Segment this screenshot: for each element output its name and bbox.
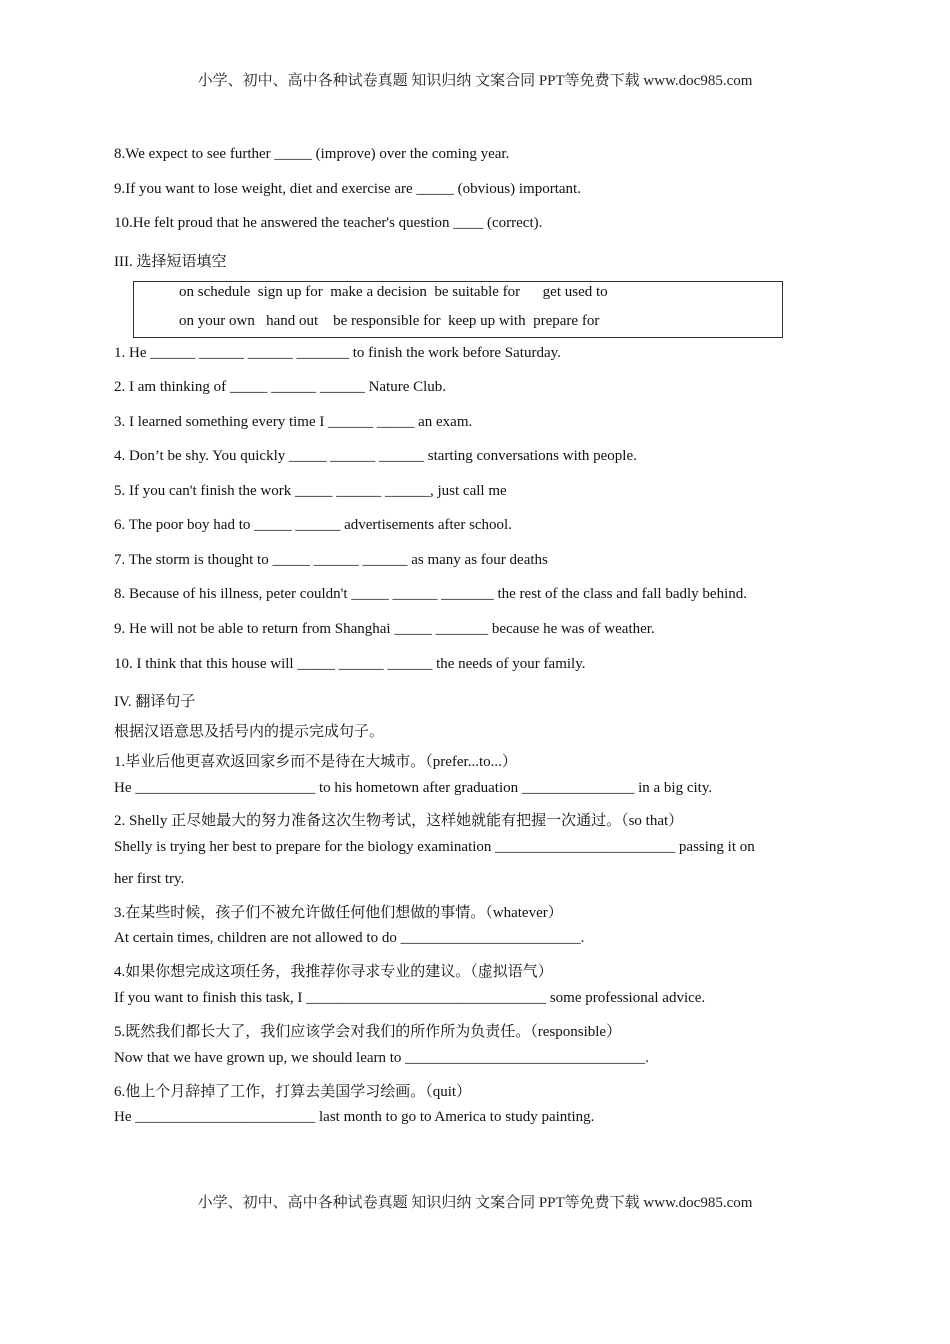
phrase-item-3: 3. I learned something every time I ______ _____ an exam. [114, 414, 473, 430]
page-footer: 小学、初中、高中各种试卷真题 知识归纳 文案合同 PPT等免费下载 www.doc985.com [197, 1195, 753, 1211]
phrase-item-1: 1. He ______ ______ ______ _______ to finish the work before Saturday. [114, 345, 561, 361]
translation-5-answer: Now that we have grown up, we should learn to ________________________________. [114, 1050, 649, 1066]
phrase-box [133, 281, 783, 338]
phrase-item-6: 6. The poor boy had to _____ ______ advertisements after school. [114, 517, 512, 533]
phrase-item-4: 4. Don’t be shy. You quickly _____ ______ ______ starting conversations with people. [114, 448, 637, 464]
translation-3-answer: At certain times, children are not allowed to do ________________________. [114, 930, 585, 946]
section-4-title: IV. 翻译句子 [114, 694, 196, 710]
phrase-item-5: 5. If you can't finish the work _____ ______ ______, just call me [114, 483, 507, 499]
question-8: 8.We expect to see further _____ (improve) over the coming year. [114, 146, 510, 162]
translation-2-prompt: 2. Shelly 正尽她最大的努力准备这次生物考试，这样她就能有把握一次通过。（so that） [114, 813, 684, 829]
phrase-item-9: 9. He will not be able to return from Shanghai _____ _______ because he was of weather. [114, 621, 655, 637]
question-9: 9.If you want to lose weight, diet and exercise are _____ (obvious) important. [114, 181, 581, 197]
phrase-row-2: on your own hand out be responsible for keep up with prepare for [179, 313, 600, 329]
phrase-row-1: on schedule sign up for make a decision be suitable for get used to [179, 284, 608, 300]
translation-5-prompt: 5.既然我们都长大了，我们应该学会对我们的所作所为负责任。（responsible） [114, 1024, 622, 1040]
translation-6-prompt: 6.他上个月辞掉了工作，打算去美国学习绘画。（quit） [114, 1084, 472, 1100]
section-4-instruction: 根据汉语意思及括号内的提示完成句子。 [114, 724, 385, 740]
question-10: 10.He felt proud that he answered the teacher's question ____ (correct). [114, 215, 543, 231]
phrase-item-10: 10. I think that this house will _____ ______ ______ the needs of your family. [114, 656, 586, 672]
translation-4-prompt: 4.如果你想完成这项任务，我推荐你寻求专业的建议。（虚拟语气） [114, 964, 553, 980]
phrase-item-2: 2. I am thinking of _____ ______ ______ Nature Club. [114, 379, 447, 395]
translation-1-prompt: 1.毕业后他更喜欢返回家乡而不是待在大城市。（prefer...to...） [114, 754, 517, 770]
translation-2-answer: Shelly is trying her best to prepare for the biology examination ________________________ passing it on [114, 839, 755, 855]
translation-2-answer-cont: her first try. [114, 871, 185, 887]
translation-4-answer: If you want to finish this task, I ________________________________ some professional advice. [114, 990, 706, 1006]
translation-6-answer: He ________________________ last month to go to America to study painting. [114, 1109, 595, 1125]
section-3-title: III. 选择短语填空 [114, 254, 227, 270]
phrase-item-8: 8. Because of his illness, peter couldn't _____ ______ _______ the rest of the class and fall badly behind. [114, 586, 747, 602]
phrase-item-7: 7. The storm is thought to _____ ______ ______ as many as four deaths [114, 552, 548, 568]
translation-1-answer: He ________________________ to his hometown after graduation _______________ in a big city. [114, 780, 713, 796]
translation-3-prompt: 3.在某些时候，孩子们不被允许做任何他们想做的事情。（whatever） [114, 905, 563, 921]
page-header: 小学、初中、高中各种试卷真题 知识归纳 文案合同 PPT等免费下载 www.doc985.com [197, 73, 753, 89]
